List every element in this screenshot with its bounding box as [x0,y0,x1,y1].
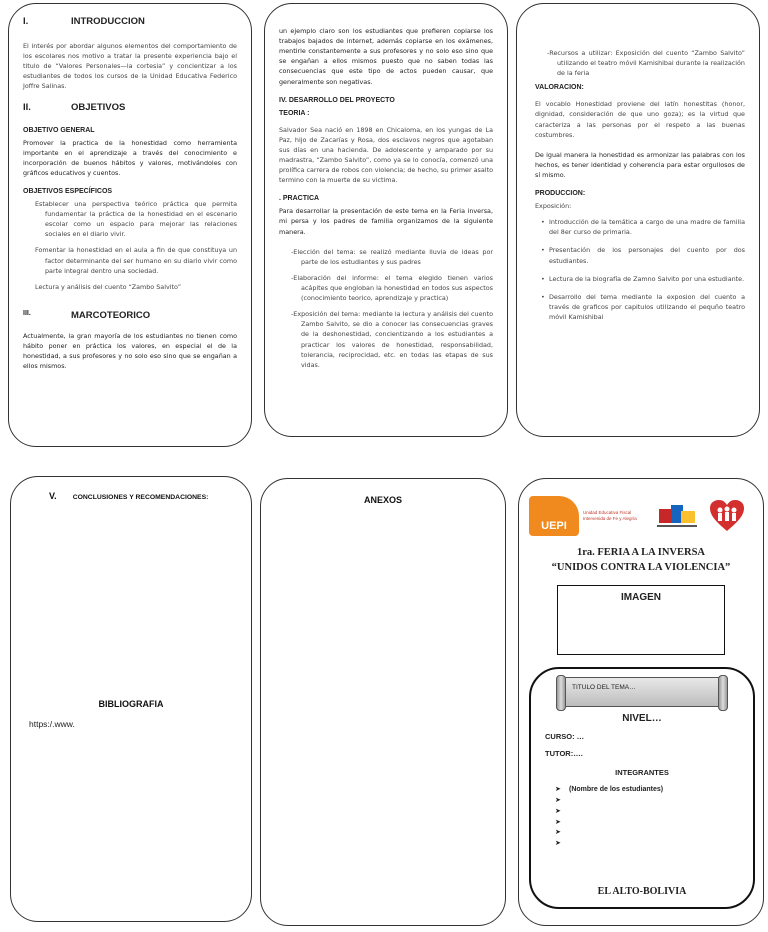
valoracion-text-2: De igual manera la honestidad es armonizar las palabras con los hechos, es tener identidad y coherencia para estar orgullosos de sí mismo. [535,150,745,179]
arrow-icon: ➤ [555,796,561,804]
objetivo-especifico: Lectura y análisis del cuento “Zambo Salvito” [35,282,182,291]
valoracion-text: El vocablo Honestidad proviene del latín honestitas (honor, dignidad, consideración de que uno goza); es la virtud que caracteriza a las personas por el respeto a las buenas costumbres. [535,100,745,139]
section-number: II. [23,101,31,113]
image-placeholder [557,585,725,655]
arrow-icon: ➤ [555,807,561,815]
practica-item: -Exposición del tema: mediante la lectura y análisis del cuento Zambo Salvito, se dio a conocer las consecuencias graves de la deshonestidad, concientizando a los estudiantes a practicar los valores de honestidad, responsabilidad, tolerancia, reciprocidad, etc. en todas las etapas de sus vidas. [291,310,493,369]
arrow-icon: ➤ [555,818,561,826]
integrantes-title: INTEGRANTES [615,768,669,777]
bibliografia-link: https:/.www. [29,719,75,729]
integrantes-list [545,785,739,850]
tutor-field: TUTOR:…. [545,749,583,758]
list-item [555,828,739,839]
list-item [555,818,739,829]
intro-text: El interés por abordar algunos elementos del comportamiento de los escolares nos motivo a tratar la presente experiencia bajo el titulo de “Valores Personales—la cortesia” y concientizar a los estudiantes de todos los cursos de la Unidad Educativa Federico Joffre Salinas. [23,42,237,91]
arrow-icon: ➤ [555,840,561,848]
curso-field: CURSO: … [545,732,585,741]
objetivos-especificos-title: OBJETIVOS ESPECÍFICOS [23,187,113,195]
section-title: MARCOTEORICO [71,309,151,321]
member-name: (Nombre de los estudiantes) [569,786,664,793]
list-item: • Introducción de la temática a cargo de una madre de familia del 8er curso de primaria. [541,217,745,237]
valoracion-title: VALORACION: [535,84,584,92]
section-number: I. [23,16,29,27]
list-item [555,796,739,807]
practica-text: Para desarrollar la presentación de este tema en la Feria inversa, mi persa y los padres de familia organizamos de la siguiente manera. [279,207,493,236]
exposicion-label: Exposición: [535,202,572,211]
panel-conclusiones [10,476,252,922]
list-item [555,839,739,850]
practica-item: -Elección del tema: se realizó mediante lluvia de ideas por parte de los estudiantes y sus padres [291,247,493,266]
exposicion-list [535,217,745,322]
practica-item: -Elaboración del informe: el tema elegido tienen varios acápites que engloban la honestidad en todos sus aspectos (conocimiento teorico, aprendizaje y practica) [291,273,493,303]
info-box [529,667,755,909]
section-heading-conclusiones [25,491,237,501]
section-title: INTRODUCCION [71,16,145,27]
uepi-logo-subtitle: Unidad Educativa Fiscal Intervenida de Fe y Alegría [583,510,637,521]
continuation-text: un ejemplo claro son los estudiantes que prefieren copiarse los trabajos bajados de internet, además copiarse en los exámenes, mentirle constantemente a sus profesores y no solo eso sino que se engañan a ellos mismos puesto que no saben todas las consecuencias que este tipo de actos pueden causar, que generalmente son negativas. [279,27,493,86]
section-number: V. [49,491,57,501]
objetivo-especifico: Fomentar la honestidad en el aula a fin de que constituya un factor determinante del ser humano en su diario vivir como parte integral dentro una sociedad. [35,246,237,275]
section-heading-intro [23,16,237,27]
list-item [555,807,739,818]
cover-subtitle: “UNIDOS CONTRA LA VIOLENCIA” [551,562,731,573]
objetivo-especifico: Establecer una perspectiva teórico práctica que permita fundamentar la práctica de la honestidad en el escenario escolar como un espacio para mejorar las relaciones sociales en el diario vivir. [35,199,237,239]
teoria-text: Salvador Sea nació en 1898 en Chicaloma, en los yungas de La Paz, hijo de Zacarías y Rosa, dos esclavos negros que agotaban sus días en una hacienda. De adolescente y amparado por su madrastra, “Zambo Salvito”, como ya se lo conocía, comenzó una prolífica carrera de robos con violencia; de hecho, su primer asalto termino con la muerte de su victima. [279,125,493,185]
panel-desarrollo [264,3,508,437]
scroll-banner [561,677,723,707]
objetivo-general-text: Promover la practica de la honestidad como herramienta importante en el aprendizaje a través del conocimiento e incorporación de buenos hábitos y valores, motivándoles con gráficos educativos y cuentos. [23,138,237,177]
objetivo-general-title: OBJETIVO GENERAL [23,126,95,134]
section-title: CONCLUSIONES Y RECOMENDACIONES: [72,494,209,501]
school-supplies-icon [657,503,697,529]
arrow-icon: ➤ [555,786,561,793]
panel-anexos [260,478,506,926]
heart-family-icon [709,499,745,533]
section-title: OBJETIVOS [71,101,126,113]
scroll-label: TITULO DEL TEMA… [572,684,636,691]
section-heading-marco [23,310,237,321]
list-item [555,785,739,796]
recursos-text: -Recursos a utilizar: Exposición del cuento “Zambo Salvito” utilizando el teatro móvil Kamishibai durante la realización de la feria [547,49,745,78]
logos-row [529,493,753,539]
image-label: IMAGEN [621,592,661,603]
panel-introduccion [8,3,252,447]
panel-valoracion [516,3,760,437]
cover-title: 1ra. FERIA A LA INVERSA [576,547,706,558]
section-number: III. [23,309,31,317]
list-item: • Lectura de la biografía de Zamno Salvito por una estudiante. [541,274,745,284]
teoria-title: TEORIA : [279,109,310,117]
list-item: • Desarrollo del tema mediante la exposion del cuento a través de graficos por capitulos utilizando el pequño teatro móvil Kamishibai [541,292,745,322]
produccion-title: PRODUCCION: [535,190,586,198]
uepi-logo-text: UEPI [541,520,567,532]
section-heading-objetivos [23,102,237,113]
bibliografia-title: BIBLIOGRAFIA [98,699,164,709]
practica-title: . PRACTICA [279,195,320,203]
city-label: EL ALTO-BOLIVIA [597,886,687,897]
desarrollo-title: IV. DESARROLLO DEL PROYECTO [279,96,395,104]
arrow-icon: ➤ [555,829,561,837]
panel-portada [518,478,764,926]
marco-text: Actualmente, la gran mayoría de los estudiantes no tienen como hábito poner en práctica los valores, en especial el de la honestidad, a sus profesores y no solo eso sino que se engañan a ellos mismos. [23,331,237,371]
list-item: • Presentación de los personajes del cuento por dos estudiantes. [541,245,745,265]
anexos-title: ANEXOS [363,495,402,505]
uepi-logo [529,496,579,536]
nivel-label: NIVEL… [622,713,662,724]
